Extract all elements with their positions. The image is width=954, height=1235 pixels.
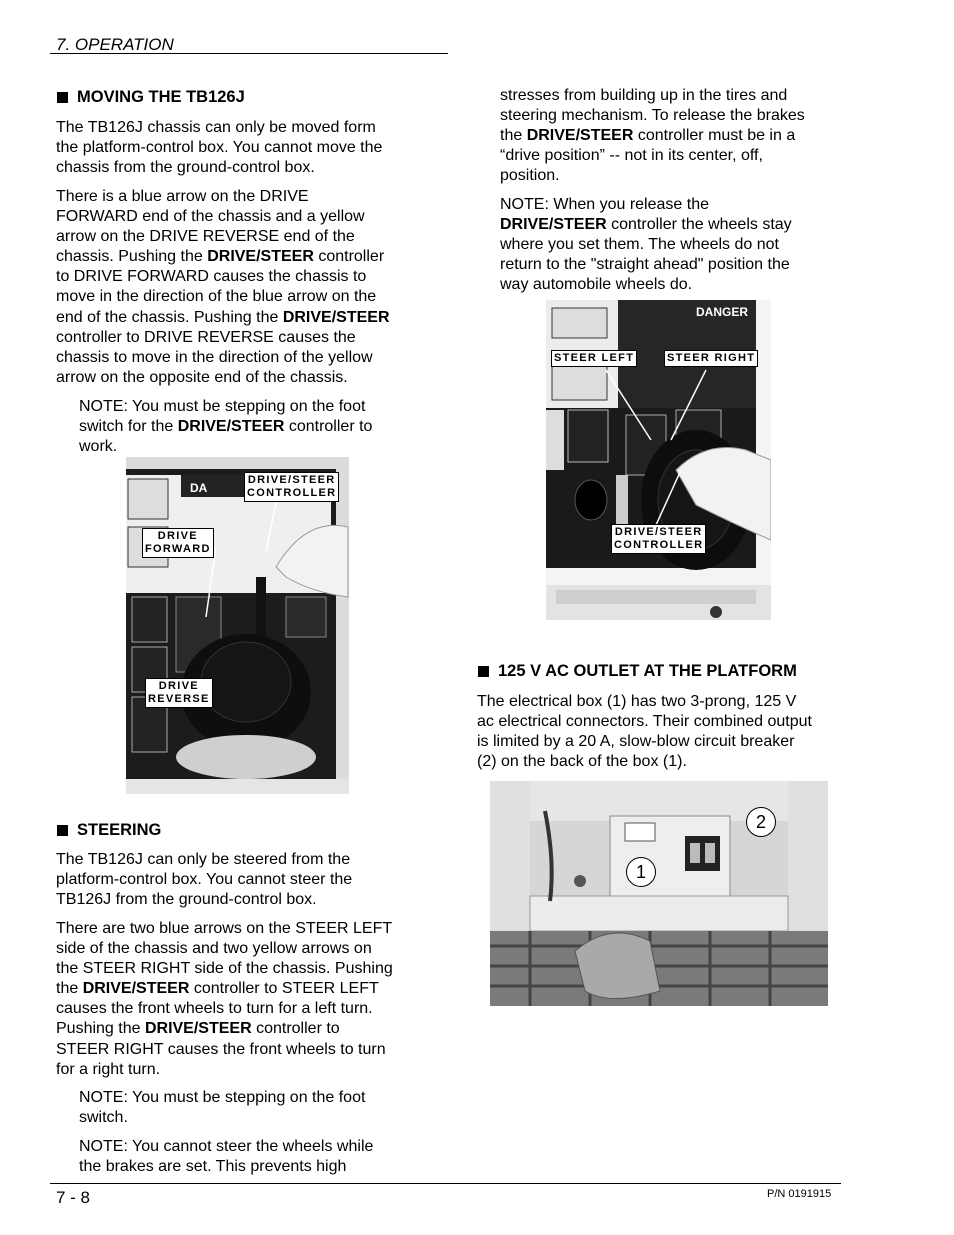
note-wheels-stay: [500, 195, 850, 295]
label-line: DRIVE: [158, 680, 199, 692]
text-line: NOTE: You must be stepping on the foot: [79, 398, 366, 415]
text-line: NOTE: You cannot steer the wheels while: [79, 1138, 374, 1155]
text-run: the: [56, 980, 83, 998]
moving-paragraph-2: [56, 187, 436, 388]
text-line: The electrical box (1) has two 3-prong, 125 V: [477, 693, 797, 710]
text-line: (2) on the back of the box (1).: [477, 753, 687, 771]
steering-paragraph-2: [56, 919, 436, 1080]
text-line: There is a blue arrow on the DRIVE: [56, 188, 309, 205]
outlet-heading-text: 125 V AC OUTLET AT THE PLATFORM: [498, 662, 797, 680]
text-line: [56, 979, 436, 999]
text-line: platform-control box. You cannot steer the: [56, 871, 353, 889]
square-bullet-icon: [57, 825, 68, 836]
text-line: [79, 417, 439, 437]
text-run: Pushing the: [56, 1020, 145, 1038]
text-line: way automobile wheels do.: [500, 276, 693, 294]
drive-steer-controller-label: [244, 472, 339, 502]
bold-term: DRIVE/STEER: [526, 127, 634, 145]
text-line: There are two blue arrows on the STEER LEFT: [56, 920, 393, 937]
callout-1: 1: [626, 857, 656, 887]
text-line: the brakes are set. This prevents high: [79, 1158, 347, 1176]
bold-term: DRIVE/STEER: [82, 980, 190, 998]
label-line: FORWARD: [145, 543, 211, 555]
steering-paragraph-1: [56, 850, 436, 910]
electrical-box-photo: [490, 781, 828, 1006]
drive-forward-label: [142, 528, 214, 558]
text-line: “drive position” -- not in its center, off,: [500, 147, 763, 165]
moving-heading-text: MOVING THE TB126J: [77, 88, 245, 106]
text-line: TB126J from the ground-control box.: [56, 891, 317, 909]
bold-term: DRIVE/STEER: [207, 248, 314, 266]
text-line: [56, 1019, 436, 1039]
danger-sticker-text: DANGER: [696, 305, 749, 319]
text-line: to DRIVE FORWARD causes the chassis to: [56, 268, 367, 286]
drive-steer-controller-label: [611, 524, 706, 554]
steer-left-label: STEER LEFT: [551, 350, 637, 367]
steer-controller-photo: [546, 300, 771, 620]
moving-heading: [57, 88, 245, 107]
text-line: [56, 308, 436, 328]
text-line: position.: [500, 167, 560, 185]
text-run: controller to: [284, 418, 373, 436]
part-number: P/N 0191915: [767, 1188, 832, 1200]
text-line: NOTE: You must be stepping on the foot: [79, 1089, 366, 1106]
steering-heading-text: STEERING: [77, 821, 162, 839]
text-run: chassis. Pushing the: [56, 248, 208, 266]
text-run: controller must be in a: [633, 127, 796, 145]
text-run: controller to STEER LEFT: [189, 980, 379, 998]
label-line: DRIVE/STEER: [614, 526, 703, 538]
text-line: switch.: [79, 1109, 128, 1127]
label-line: REVERSE: [148, 693, 210, 705]
label-line: CONTROLLER: [614, 539, 704, 551]
text-run: the: [500, 127, 527, 145]
text-run: controller the wheels stay: [606, 216, 792, 234]
moving-paragraph-1: [56, 118, 436, 178]
footer-rule: [50, 1183, 841, 1184]
outlet-paragraph: [477, 692, 857, 772]
text-run: end of the chassis. Pushing the: [56, 308, 283, 326]
text-run: switch for the: [79, 418, 178, 436]
text-line: FORWARD end of the chassis and a yellow: [56, 208, 365, 226]
drive-reverse-label: [145, 678, 213, 708]
drive-controller-photo: [126, 457, 349, 794]
label-line: DRIVE/STEER: [247, 474, 336, 486]
text-line: arrow on the DRIVE REVERSE end of the: [56, 228, 355, 246]
note-foot-switch: [79, 397, 439, 457]
text-line: chassis to move in the direction of the yellow: [56, 348, 373, 366]
text-line: side of the chassis and two yellow arrows on: [56, 940, 372, 958]
photo-illustration: [546, 300, 771, 620]
label-line: CONTROLLER: [247, 487, 337, 499]
text-line: NOTE: When you release the: [500, 196, 709, 213]
callout-2: 2: [746, 807, 776, 837]
text-line: arrow on the opposite end of the chassis.: [56, 368, 348, 386]
text-line: ac electrical connectors. Their combined output: [477, 713, 812, 731]
brakes-continued-paragraph: [500, 86, 850, 186]
text-line: move in the direction of the blue arrow on the: [56, 288, 377, 306]
photo-illustration: [490, 781, 828, 1006]
text-line: is limited by a 20 A, slow-blow circuit breaker: [477, 733, 795, 751]
text-line: [500, 126, 850, 146]
text-line: where you set them. The wheels do not: [500, 236, 779, 254]
text-line: for a right turn.: [56, 1060, 161, 1078]
label-line: DRIVE: [157, 530, 198, 542]
steering-heading: [57, 821, 161, 840]
text-line: controller to DRIVE REVERSE causes the: [56, 328, 356, 346]
text-line: the STEER RIGHT side of the chassis. Pushing: [56, 960, 393, 978]
bold-term: DRIVE/STEER: [177, 418, 285, 436]
text-line: the platform-control box. You cannot move the: [56, 139, 383, 157]
note-brakes-set: [79, 1137, 439, 1177]
square-bullet-icon: [57, 92, 68, 103]
danger-sticker-text: DA: [190, 481, 208, 495]
photo-illustration: [126, 457, 349, 794]
text-line: [56, 247, 436, 267]
text-run: controller to: [251, 1020, 340, 1038]
bold-term: DRIVE/STEER: [144, 1020, 252, 1038]
text-line: STEER RIGHT causes the front wheels to turn: [56, 1040, 386, 1058]
page-number: 7 - 8: [56, 1188, 91, 1207]
bold-term: DRIVE/STEER: [282, 308, 390, 326]
text-run: controller: [313, 248, 385, 266]
section-header: 7. OPERATION: [56, 35, 174, 54]
text-line: return to the "straight ahead" position the: [500, 256, 790, 274]
text-line: The TB126J can only be steered from the: [56, 851, 351, 868]
text-line: causes the front wheels to turn for a left turn.: [56, 1000, 373, 1018]
outlet-heading: [478, 662, 797, 681]
header-rule: [50, 53, 448, 54]
square-bullet-icon: [478, 666, 489, 677]
bold-term: DRIVE/STEER: [500, 216, 607, 234]
steer-right-label: STEER RIGHT: [664, 350, 758, 367]
note-steer-foot-switch: [79, 1088, 439, 1128]
text-line: chassis from the ground-control box.: [56, 159, 315, 177]
text-line: steering mechanism. To release the brakes: [500, 107, 805, 125]
text-line: [500, 215, 850, 235]
text-line: The TB126J chassis can only be moved form: [56, 119, 376, 136]
text-line: stresses from building up in the tires and: [500, 87, 788, 104]
text-line: work.: [79, 438, 118, 456]
